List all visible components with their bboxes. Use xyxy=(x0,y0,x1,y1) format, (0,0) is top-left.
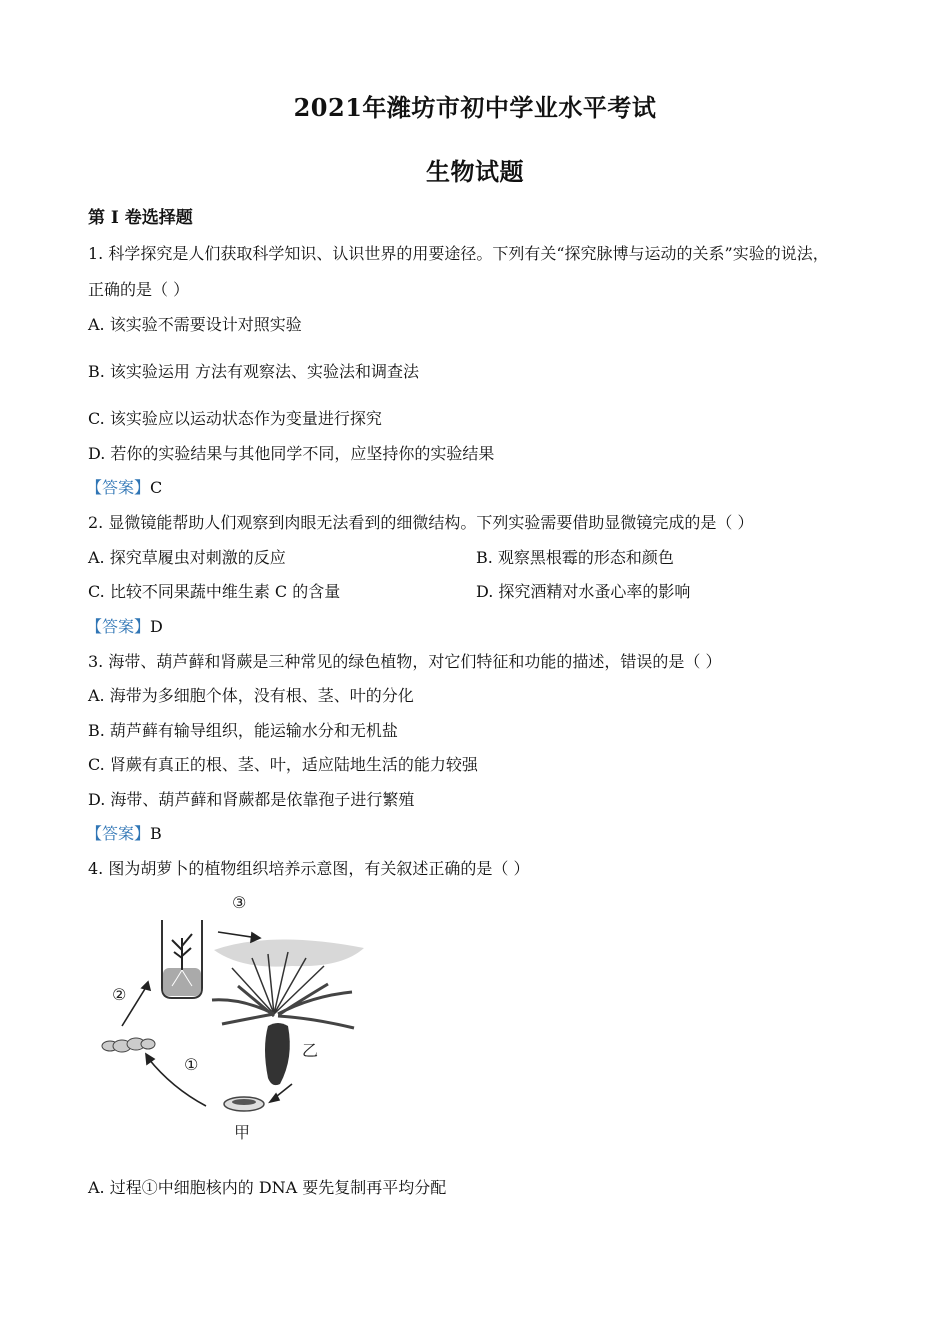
q3-option-a: A. 海带为多细胞个体，没有根、茎、叶的分化 xyxy=(88,686,414,705)
q1-stem-line1: 1. 科学探究是人们获取科学知识、认识世界的用要途径。下列有关“探究脉博与运动的关系”实验的说法， xyxy=(88,244,829,263)
step2-label: ② xyxy=(112,985,127,1004)
label-yi: 乙 xyxy=(302,1041,319,1060)
q3-answer xyxy=(86,824,162,844)
step3-label: ③ xyxy=(232,893,247,912)
q1-stem-line2: 正确的是（ ） xyxy=(88,280,190,299)
answer-value: D xyxy=(150,617,163,636)
answer-label: 【答案】 xyxy=(86,824,151,843)
q4-option-a: A. 过程①中细胞核内的 DNA 要先复制再平均分配 xyxy=(88,1178,447,1197)
subject-title: 生物试题 xyxy=(426,157,524,186)
test-tube-icon xyxy=(162,920,202,998)
q1-answer xyxy=(86,478,162,498)
q2-option-b: B. 观察黑根霉的形态和颜色 xyxy=(476,548,674,567)
exam-title: 2021年潍坊市初中学业水平考试 xyxy=(293,93,657,122)
callus-cells-icon xyxy=(102,1038,155,1052)
q3-stem: 3. 海带、葫芦藓和肾蕨是三种常见的绿色植物，对它们特征和功能的描述，错误的是（ ） xyxy=(88,652,722,671)
q2-option-d: D. 探究酒精对水蚤心率的影响 xyxy=(476,582,691,601)
answer-value: B xyxy=(150,824,162,843)
q2-answer xyxy=(86,617,163,637)
carrot-plant-icon xyxy=(212,939,364,1085)
q1-option-c: C. 该实验应以运动状态作为变量进行探究 xyxy=(88,409,382,428)
carrot-tissue-culture-figure xyxy=(92,888,392,1148)
q4-stem: 4. 图为胡萝卜的植物组织培养示意图，有关叙述正确的是（ ） xyxy=(88,859,530,878)
section-heading: 第 I 卷选择题 xyxy=(88,208,193,228)
q2-option-c: C. 比较不同果蔬中维生素 C 的含量 xyxy=(88,582,341,601)
q2-stem: 2. 显微镜能帮助人们观察到肉眼无法看到的细微结构。下列实验需要借助显微镜完成的是（ ） xyxy=(88,513,754,532)
q1-option-d: D. 若你的实验结果与其他同学不同，应坚持你的实验结果 xyxy=(88,444,495,463)
answer-label: 【答案】 xyxy=(86,478,151,497)
q2-option-a: A. 探究草履虫对刺激的反应 xyxy=(88,548,286,567)
answer-label: 【答案】 xyxy=(86,617,151,636)
q3-option-c: C. 肾蕨有真正的根、茎、叶，适应陆地生活的能力较强 xyxy=(88,755,478,774)
q3-option-d: D. 海带、葫芦藓和肾蕨都是依靠孢子进行繁殖 xyxy=(88,790,415,809)
step1-label: ① xyxy=(184,1055,199,1074)
answer-value: C xyxy=(150,478,163,497)
q1-option-a: A. 该实验不需要设计对照实验 xyxy=(88,315,302,334)
petri-dish-icon xyxy=(224,1097,264,1111)
q3-option-b: B. 葫芦藓有输导组织，能运输水分和无机盐 xyxy=(88,721,398,740)
q1-option-b: B. 该实验运用 方法有观察法、实验法和调查法 xyxy=(88,362,420,381)
label-jia: 甲 xyxy=(234,1123,251,1142)
